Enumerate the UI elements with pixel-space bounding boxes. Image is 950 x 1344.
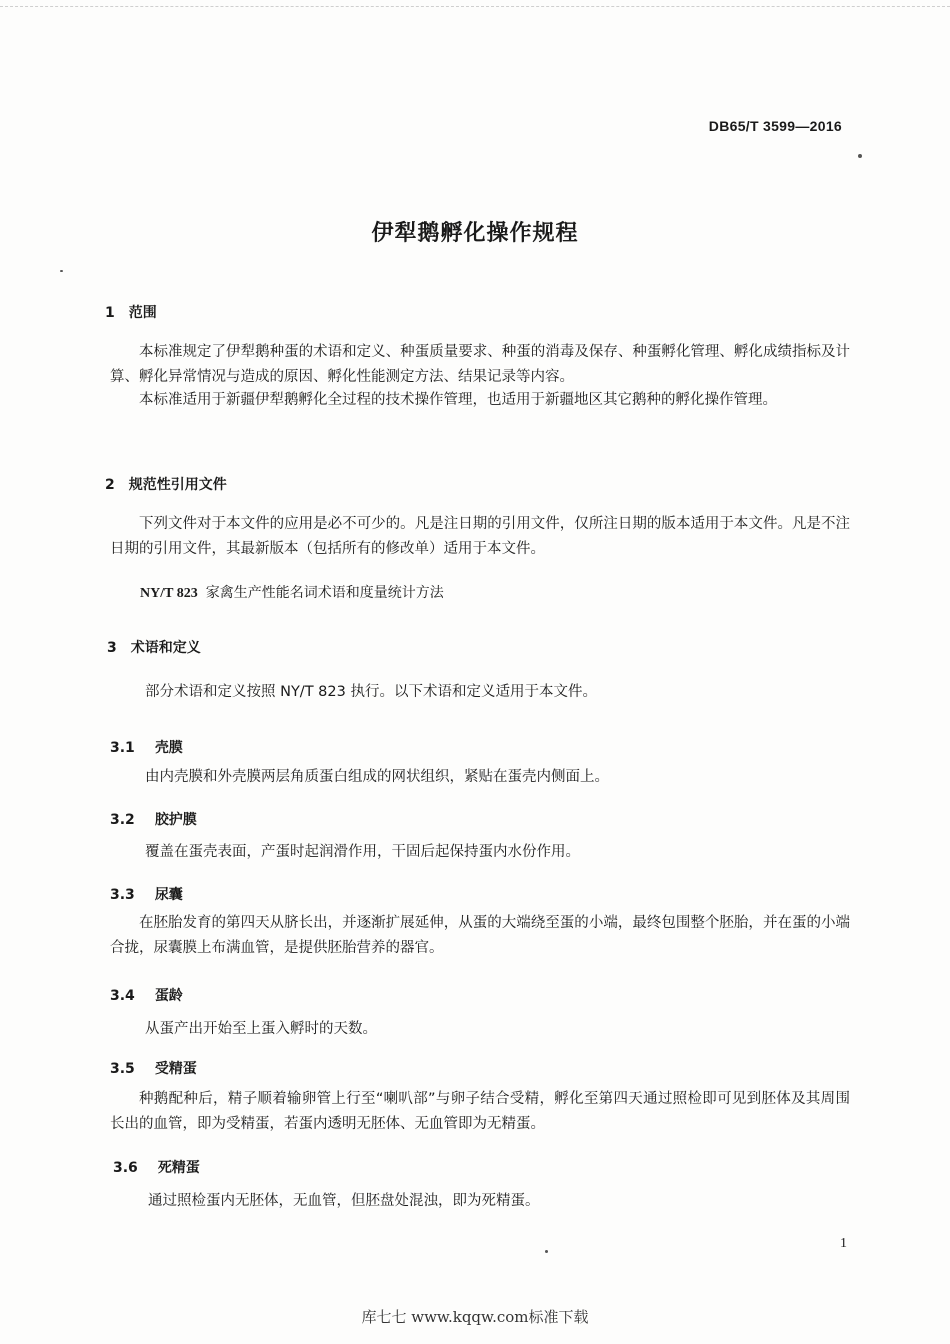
term-definition: 覆盖在蛋壳表面，产蛋时起润滑作用，干固后起保持蛋内水份作用。 (145, 844, 580, 860)
term-heading (110, 737, 183, 757)
term-number: 3.5 (110, 1061, 135, 1077)
term-name: 死精蛋 (157, 1160, 200, 1176)
section-2-heading (105, 474, 227, 494)
scan-speck (545, 1250, 548, 1253)
section-2-paragraph-1: 下列文件对于本文件的应用是必不可少的。凡是注日期的引用文件，仅所注日期的版本适用于本文件。凡是不注日期的引用文件，其最新版本（包括所有的修改单）适用于本文件。 (110, 516, 850, 557)
section-title: 术语和定义 (130, 640, 201, 656)
scan-edge-marks (0, 0, 950, 7)
term-definition: 从蛋产出开始至上蛋入孵时的天数。 (145, 1021, 377, 1037)
term-definition: 种鹅配种后，精子顺着输卵管上行至“喇叭部”与卵子结合受精，孵化至第四天通过照检即可见到胚体及其周围长出的血管，即为受精蛋，若蛋内透明无胚体、无血管即为无精蛋。 (110, 1091, 850, 1132)
page-number: 1 (840, 1236, 847, 1251)
normative-reference (140, 582, 444, 602)
section-number: 1 (105, 305, 115, 321)
term-definition: 在胚胎发育的第四天从脐长出，并逐渐扩展延伸，从蛋的大端绕至蛋的小端，最终包围整个胚胎，并在蛋的小端合拢，尿囊膜上布满血管，是提供胚胎营养的器官。 (110, 915, 850, 956)
section-1-heading (105, 302, 157, 322)
section-3-paragraph-1: 部分术语和定义按照 NY/T 823 执行。以下术语和定义适用于本文件。 (145, 684, 597, 700)
term-name: 尿囊 (154, 887, 183, 903)
term-heading (110, 985, 183, 1005)
term-name: 蛋龄 (154, 988, 183, 1004)
term-definition: 通过照检蛋内无胚体，无血管，但胚盘处混浊，即为死精蛋。 (148, 1193, 540, 1209)
section-number: 2 (105, 477, 115, 493)
standard-code: DB65/T 3599—2016 (708, 118, 842, 134)
term-heading (113, 1157, 200, 1177)
term-number: 3.6 (113, 1160, 138, 1176)
download-footer: 库七七 www.kqqw.com标准下载 (361, 1308, 589, 1326)
term-number: 3.1 (110, 740, 135, 756)
term-heading (110, 809, 197, 829)
term-name: 胶护膜 (154, 812, 197, 828)
scan-speck (60, 270, 63, 272)
section-1-paragraph-1: 本标准规定了伊犁鹅种蛋的术语和定义、种蛋质量要求、种蛋的消毒及保存、种蛋孵化管理、孵化成绩指标及计算、孵化异常情况与造成的原因、孵化性能测定方法、结果记录等内容。 (110, 344, 850, 385)
section-1-paragraph-2: 本标准适用于新疆伊犁鹅孵化全过程的技术操作管理，也适用于新疆地区其它鹅种的孵化操作管理。 (139, 392, 777, 408)
term-name: 壳膜 (154, 740, 183, 756)
section-title: 范围 (128, 305, 157, 321)
term-heading (110, 1058, 197, 1078)
reference-title: 家禽生产性能名词术语和度量统计方法 (205, 585, 444, 601)
section-title: 规范性引用文件 (128, 477, 227, 493)
term-number: 3.4 (110, 988, 135, 1004)
term-heading (110, 884, 183, 904)
term-number: 3.3 (110, 887, 135, 903)
scan-speck (858, 154, 862, 158)
reference-code: NY/T 823 (140, 586, 198, 601)
term-number: 3.2 (110, 812, 135, 828)
section-3-heading (107, 637, 201, 657)
term-name: 受精蛋 (154, 1061, 197, 1077)
section-number: 3 (107, 640, 117, 656)
term-definition: 由内壳膜和外壳膜两层角质蛋白组成的网状组织，紧贴在蛋壳内侧面上。 (145, 769, 609, 785)
document-title: 伊犁鹅孵化操作规程 (371, 221, 579, 246)
